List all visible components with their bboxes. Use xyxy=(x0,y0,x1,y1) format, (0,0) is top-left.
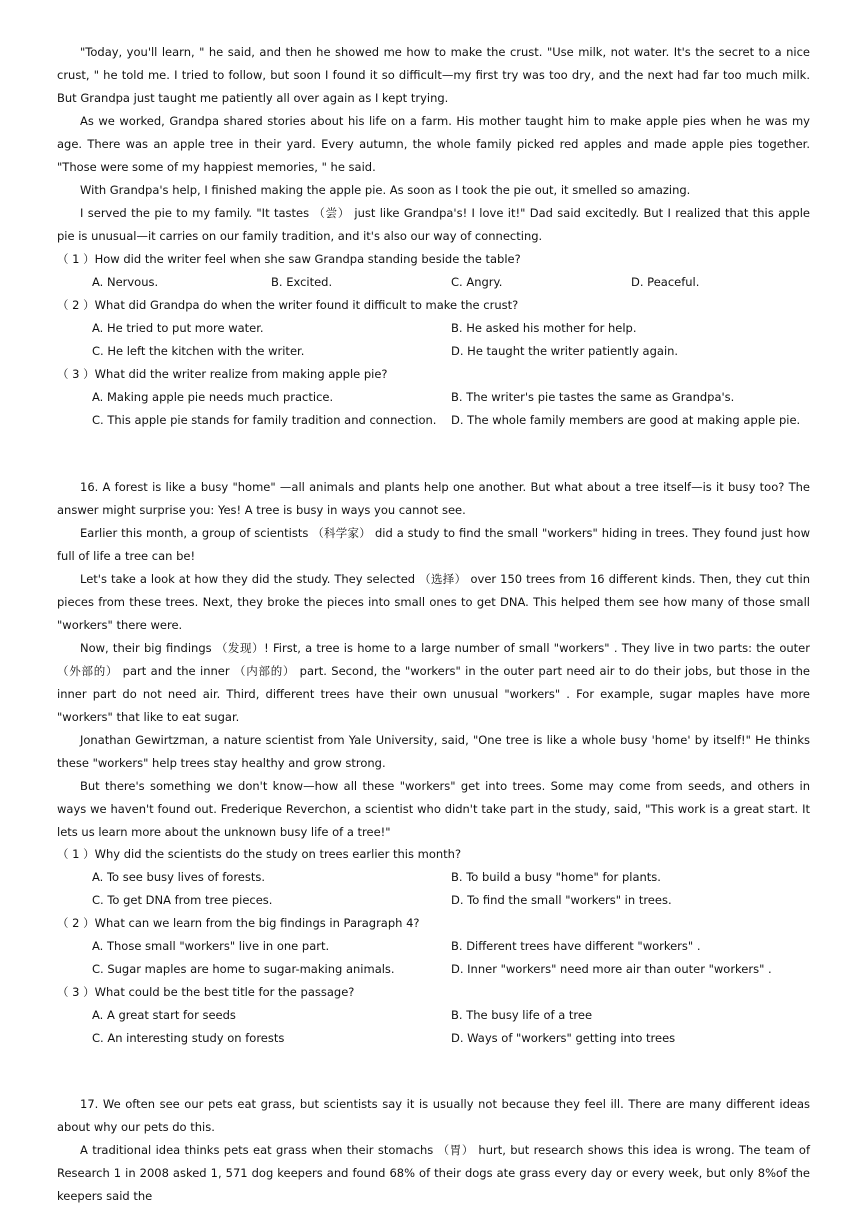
passage17-paragraph-2: A traditional idea thinks pets eat grass when their stomachs （胃） hurt, but research shows this idea is wrong. The team of Research 1 in 2008 asked 1, 571 dog keepers and found 68% of their dogs ate grass every day or every week, but only 8%of the keepers said the xyxy=(57,1143,810,1203)
passage16-paragraph-5: Jonathan Gewirtzman, a nature scientist from Yale University, said, "One tree is like a whole busy 'home' by itself!" He thinks these "workers" help trees stay healthy and grow strong. xyxy=(57,733,810,770)
question-15-2-option-d[interactable]: D. He taught the writer patiently again. xyxy=(451,344,679,358)
question-15-2-stem: （ 2 ）What did Grandpa do when the writer found it difficult to make the crust? xyxy=(57,298,519,312)
question-16-1-stem: （ 1 ）Why did the scientists do the study on trees earlier this month? xyxy=(57,847,462,861)
passage15-paragraph-3: With Grandpa's help, I finished making the apple pie. As soon as I took the pie out, it smelled so amazing. xyxy=(80,183,691,197)
passage16-paragraph-1: 16. A forest is like a busy "home" —all animals and plants help one another. But what about a tree itself—is it busy too? The answer might surprise you: Yes! A tree is busy in ways you cannot see. xyxy=(57,480,810,517)
question-15-2-option-a[interactable]: A. He tried to put more water. xyxy=(92,321,264,335)
passage17-paragraph-1: 17. We often see our pets eat grass, but scientists say it is usually not because they feel ill. There are many different ideas about why our pets do this. xyxy=(57,1097,810,1134)
question-15-1-option-d[interactable]: D. Peaceful. xyxy=(631,275,700,289)
passage16-paragraph-3: Let's take a look at how they did the study. They selected （选择） over 150 trees from 16 different kinds. Then, they cut thin pieces from these trees. Next, they broke the pieces into small ones to get DNA. This helped them see how many of those small "workers" there were. xyxy=(57,572,810,632)
question-15-3-option-a[interactable]: A. Making apple pie needs much practice. xyxy=(92,390,334,404)
question-15-3-option-c[interactable]: C. This apple pie stands for family tradition and connection. xyxy=(92,413,437,427)
passage16-paragraph-2: Earlier this month, a group of scientists （科学家） did a study to find the small "workers" hiding in trees. They found just how full of life a tree can be! xyxy=(57,526,810,563)
question-16-2-option-d[interactable]: D. Inner "workers" need more air than outer "workers" . xyxy=(451,962,772,976)
question-16-3-option-d[interactable]: D. Ways of "workers" getting into trees xyxy=(451,1031,676,1045)
passage16-paragraph-6: But there's something we don't know—how all these "workers" get into trees. Some may come from seeds, and others in ways we haven't found out. Frederique Reverchon, a scientist who didn't take part in the study, said, "This work is a great start. It lets us learn more about the unknown busy life of a tree!" xyxy=(57,779,810,839)
passage15-paragraph-2: As we worked, Grandpa shared stories about his life on a farm. His mother taught him to make apple pies when he was my age. There was an apple tree in their yard. Every autumn, the whole family picked red apples and made apple pies together. "Those were some of my happiest memories, " he said. xyxy=(57,114,810,174)
passage15-paragraph-4: I served the pie to my family. "It tastes （尝） just like Grandpa's! I love it!" Dad said excitedly. But I realized that this apple pie is unusual—it carries on our family tradition, and it's also our way of connecting. xyxy=(57,206,810,243)
question-16-3-stem: （ 3 ）What could be the best title for the passage? xyxy=(57,985,355,999)
question-15-3-option-d[interactable]: D. The whole family members are good at making apple pie. xyxy=(451,413,801,427)
passage16-paragraph-4: Now, their big findings （发现）! First, a tree is home to a large number of small "workers" . They live in two parts: the outer （外部的） part and the inner （内部的） part. Second, the "workers" in the outer part need air to do their jobs, but those in the inner part do not need air. Third, different trees have their own unusual "workers" . For example, sugar maples have more "workers" that like to eat sugar. xyxy=(57,641,810,724)
question-16-1-option-c[interactable]: C. To get DNA from tree pieces. xyxy=(92,893,273,907)
question-16-1-option-b[interactable]: B. To build a busy "home" for plants. xyxy=(451,870,661,884)
passage15-paragraph-1: "Today, you'll learn, " he said, and then he showed me how to make the crust. "Use milk, not water. It's the secret to a nice crust, " he told me. I tried to follow, but soon I found it so difficult—my first try was too dry, and the next had far too much milk. But Grandpa just taught me patiently all over again as I kept trying. xyxy=(57,45,810,105)
question-15-3-option-b[interactable]: B. The writer's pie tastes the same as Grandpa's. xyxy=(451,390,735,404)
question-16-2-stem: （ 2 ）What can we learn from the big findings in Paragraph 4? xyxy=(57,916,420,930)
question-16-2-option-b[interactable]: B. Different trees have different "workers" . xyxy=(451,939,701,953)
question-15-1-stem: （ 1 ）How did the writer feel when she saw Grandpa standing beside the table? xyxy=(57,252,521,266)
question-15-2-option-c[interactable]: C. He left the kitchen with the writer. xyxy=(92,344,305,358)
question-15-2-option-b[interactable]: B. He asked his mother for help. xyxy=(451,321,637,335)
question-15-1-option-c[interactable]: C. Angry. xyxy=(451,275,503,289)
question-16-3-option-b[interactable]: B. The busy life of a tree xyxy=(451,1008,593,1022)
question-16-3-option-a[interactable]: A. A great start for seeds xyxy=(92,1008,236,1022)
question-16-1-option-a[interactable]: A. To see busy lives of forests. xyxy=(92,870,266,884)
question-15-1-option-b[interactable]: B. Excited. xyxy=(271,275,333,289)
question-15-1-option-a[interactable]: A. Nervous. xyxy=(92,275,159,289)
question-16-3-option-c[interactable]: C. An interesting study on forests xyxy=(92,1031,285,1045)
question-16-1-option-d[interactable]: D. To find the small "workers" in trees. xyxy=(451,893,672,907)
question-15-3-stem: （ 3 ）What did the writer realize from making apple pie? xyxy=(57,367,388,381)
question-16-2-option-a[interactable]: A. Those small "workers" live in one part. xyxy=(92,939,330,953)
question-16-2-option-c[interactable]: C. Sugar maples are home to sugar-making animals. xyxy=(92,962,395,976)
